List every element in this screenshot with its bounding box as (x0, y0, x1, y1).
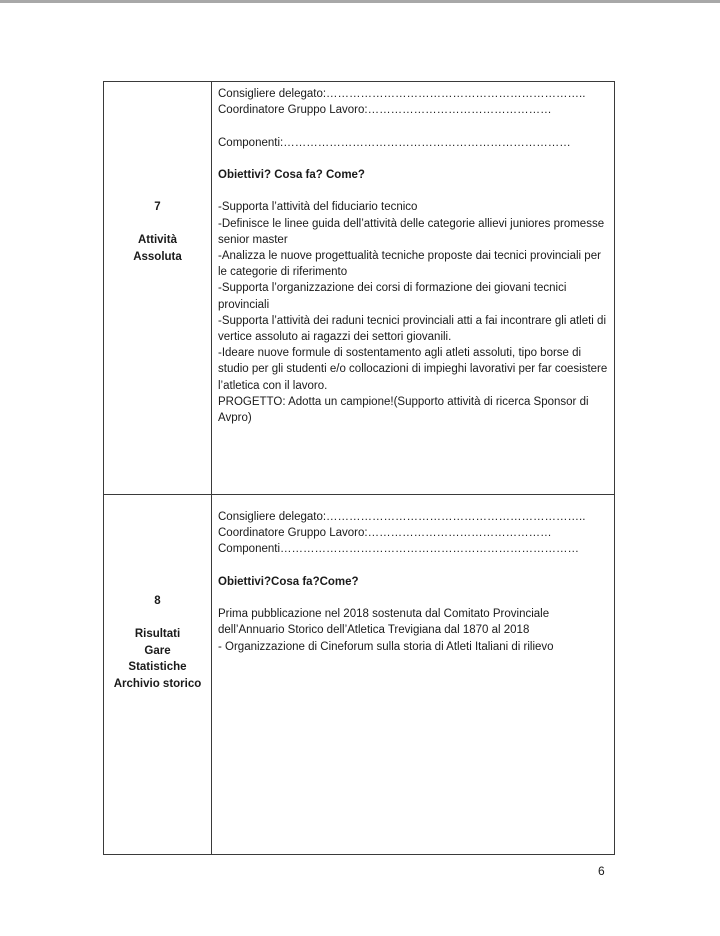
row-label-line: Risultati (134, 628, 181, 640)
row-label-cell (104, 495, 212, 855)
objective-item: -Ideare nuove formule di sostentamento agli atleti assoluti, tipo borse di studio per gli studenti e/o collocazioni di impieghi lavorativi per far coesistere l’atletica con il lavoro. (218, 347, 608, 392)
row-label-line: Attività (138, 234, 177, 246)
table-row-7 (104, 82, 615, 495)
coordinatore-line: Coordinatore Gruppo Lavoro:………………………………………… (218, 104, 552, 117)
row-label-line: Gare (144, 644, 171, 657)
table-row-8 (104, 495, 615, 855)
project-item: PROGETTO: Adotta un campione!(Supporto attività di ricerca Sponsor di Avpro) (218, 395, 589, 425)
objective-item: -Supporta l’attività del fiduciario tecnico (218, 201, 418, 214)
row-content-cell (212, 495, 615, 855)
top-border-rule (0, 0, 720, 3)
objectives-heading: Obiettivi?Cosa fa?Come? (218, 575, 359, 588)
page-number: 6 (598, 864, 605, 878)
row-content-cell (212, 82, 615, 495)
row-number: 7 (154, 201, 161, 213)
commission-table (103, 81, 615, 855)
objective-item: -Analizza le nuove progettualità tecniche proposte dai tecnici provinciali per le categorie di riferimento (218, 249, 601, 279)
objectives-heading: Obiettivi? Cosa fa? Come? (218, 168, 365, 181)
objective-item: Prima pubblicazione nel 2018 sostenuta dal Comitato Provinciale dell’Annuario Storico dell’Atletica Trevigiana dal 1870 al 2018 (218, 608, 550, 637)
row-label-cell (104, 82, 212, 495)
row-label-line: Assoluta (133, 250, 182, 263)
row-number: 8 (154, 595, 161, 607)
consigliere-line: Consigliere delegato:………………………………………………………….. (218, 511, 586, 523)
coordinatore-line: Coordinatore Gruppo Lavoro:………………………………………… (218, 527, 552, 540)
objective-item: -Definisce le linee guida dell’attività delle categorie allievi juniores promesse senior master (218, 217, 605, 246)
row-label-line: Archivio storico (113, 677, 202, 690)
objective-item: - Organizzazione di Cineforum sulla storia di Atleti Italiani di rilievo (218, 640, 554, 653)
objective-item: -Supporta l’organizzazione dei corsi di formazione dei giovani tecnici provinciali (218, 282, 567, 311)
consigliere-line: Consigliere delegato:………………………………………………………….. (218, 88, 586, 100)
componenti-line: Componenti:………………………………………………………………… (218, 136, 571, 149)
objective-item: -Supporta l’attività dei raduni tecnici provinciali atti a fai incontrare gli atleti di vertice assoluto ai ragazzi dei settori giovanili. (218, 314, 607, 343)
componenti-line: Componenti…………………………………………………………………… (218, 543, 580, 556)
row-label-line: Statistiche (128, 661, 187, 673)
